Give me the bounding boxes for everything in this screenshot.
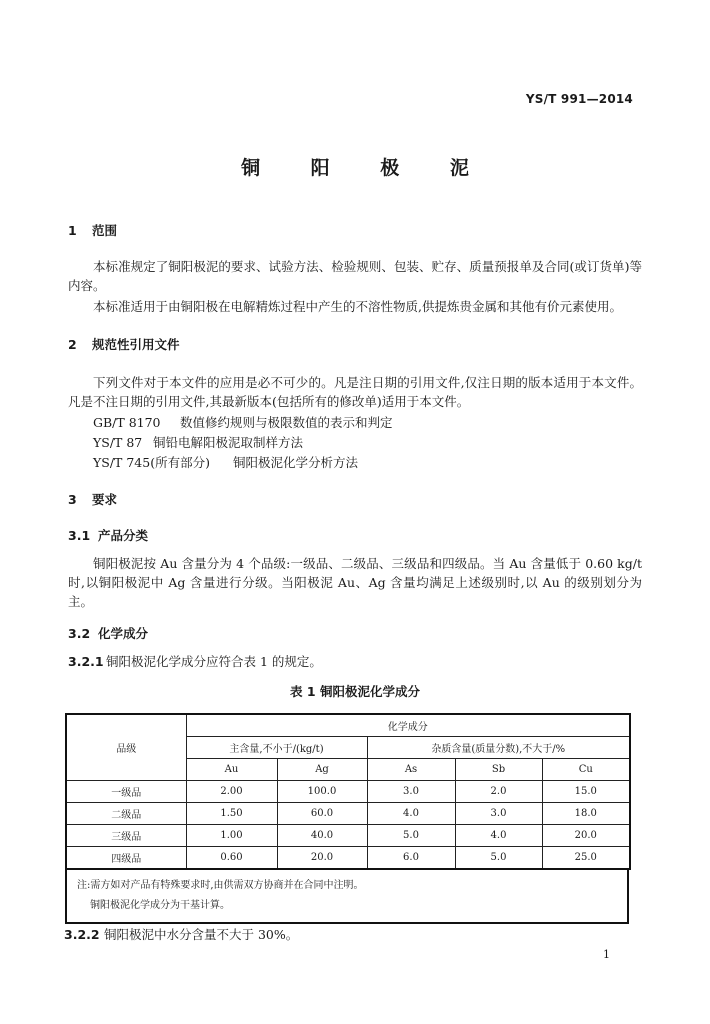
table-caption: 表 1 铜阳极泥化学成分 (290, 684, 420, 699)
reference-code: YS/T 745(所有部分) (93, 455, 210, 470)
grade-cell: 二级品 (66, 803, 186, 825)
value-cell: 25.0 (542, 847, 630, 870)
main-content-header: 主含量,不小于/(kg/t) (186, 737, 367, 759)
column-header-au: Au (186, 759, 277, 781)
reference-item (93, 453, 358, 471)
value-cell: 18.0 (542, 803, 630, 825)
standard-number: YS/T 991—2014 (525, 92, 633, 106)
clause-3-2-2 (64, 925, 298, 943)
value-cell: 100.0 (277, 781, 367, 803)
section-1-paragraph-1: 本标准规定了铜阳极泥的要求、试验方法、检验规则、包装、贮存、质量预报单及合同(或订货单)等内容。 (68, 259, 642, 293)
table-note (65, 870, 629, 924)
clause-text: 铜阳极泥中水分含量不大于 30%。 (104, 927, 299, 942)
reference-code: GB/T 8170 (93, 415, 161, 430)
grade-header: 品级 (66, 714, 186, 781)
value-cell: 1.00 (186, 825, 277, 847)
impurity-header: 杂质含量(质量分数),不大于/% (367, 737, 630, 759)
chemical-composition-table (65, 713, 629, 924)
section-number: 2 (68, 337, 77, 352)
reference-title: 铜铅电解阳极泥取制样方法 (153, 435, 304, 450)
subsection-3-1-heading (68, 526, 148, 544)
section-2-heading (68, 335, 180, 353)
value-cell: 40.0 (277, 825, 367, 847)
clause-number: 3.2.1 (68, 654, 104, 669)
section-title: 要求 (92, 492, 118, 507)
reference-title: 数值修约规则与极限数值的表示和判定 (180, 415, 393, 430)
grade-cell: 一级品 (66, 781, 186, 803)
subsection-3-2-heading (68, 624, 148, 642)
value-cell: 20.0 (277, 847, 367, 870)
section-3-heading (68, 490, 117, 508)
document-title: 铜 阳 极 泥 (241, 157, 491, 179)
table-row (66, 847, 630, 870)
value-cell: 4.0 (455, 825, 542, 847)
reference-title: 铜阳极泥化学分析方法 (233, 455, 359, 470)
section-number: 1 (68, 223, 77, 238)
value-cell: 3.0 (367, 781, 455, 803)
value-cell: 5.0 (367, 825, 455, 847)
value-cell: 60.0 (277, 803, 367, 825)
grade-cell: 三级品 (66, 825, 186, 847)
column-header-as: As (367, 759, 455, 781)
value-cell: 2.00 (186, 781, 277, 803)
subsection-3-1-paragraph: 铜阳极泥按 Au 含量分为 4 个品级:一级品、二级品、三级品和四级品。当 Au 含量低于 0.60 kg/t时,以铜阳极泥中 Ag 含量进行分级。当阳极泥 Au、Ag 含量均满足上述级别时,以 Au 的级别划分为主。 (68, 556, 642, 609)
value-cell: 0.60 (186, 847, 277, 870)
composition-header: 化学成分 (186, 714, 630, 737)
clause-text: 铜阳极泥化学成分应符合表 1 的规定。 (106, 654, 322, 669)
table-row (66, 781, 630, 803)
column-header-cu: Cu (542, 759, 630, 781)
column-header-ag: Ag (277, 759, 367, 781)
section-title: 化学成分 (98, 626, 149, 641)
section-2-paragraph-1: 下列文件对于本文件的应用是必不可少的。凡是注日期的引用文件,仅注日期的版本适用于本文件。凡是不注日期的引用文件,其最新版本(包括所有的修改单)适用于本文件。 (68, 375, 642, 409)
section-number: 3.1 (68, 528, 91, 543)
value-cell: 6.0 (367, 847, 455, 870)
value-cell: 5.0 (455, 847, 542, 870)
grade-cell: 四级品 (66, 847, 186, 870)
table-note-line-1: 注:需方如对产品有特殊要求时,由供需双方协商并在合同中注明。 (77, 880, 364, 891)
section-1-heading (68, 221, 117, 239)
section-1-paragraph-2: 本标准适用于由铜阳极在电解精炼过程中产生的不溶性物质,供提炼贵金属和其他有价元素使用。 (93, 299, 622, 314)
column-header-sb: Sb (455, 759, 542, 781)
table-note-line-2: 铜阳极泥化学成分为干基计算。 (90, 900, 230, 911)
page-number: 1 (603, 948, 610, 961)
reference-item (93, 433, 303, 451)
reference-code: YS/T 87 (93, 435, 143, 450)
value-cell: 20.0 (542, 825, 630, 847)
section-title: 产品分类 (98, 528, 149, 543)
value-cell: 3.0 (455, 803, 542, 825)
section-title: 范围 (92, 223, 118, 238)
section-number: 3 (68, 492, 77, 507)
section-title: 规范性引用文件 (92, 337, 180, 352)
value-cell: 1.50 (186, 803, 277, 825)
value-cell: 4.0 (367, 803, 455, 825)
clause-number: 3.2.2 (64, 927, 100, 942)
section-number: 3.2 (68, 626, 91, 641)
value-cell: 2.0 (455, 781, 542, 803)
table-row (66, 803, 630, 825)
table-row (66, 825, 630, 847)
clause-3-2-1 (68, 652, 322, 670)
reference-item (93, 413, 393, 431)
value-cell: 15.0 (542, 781, 630, 803)
